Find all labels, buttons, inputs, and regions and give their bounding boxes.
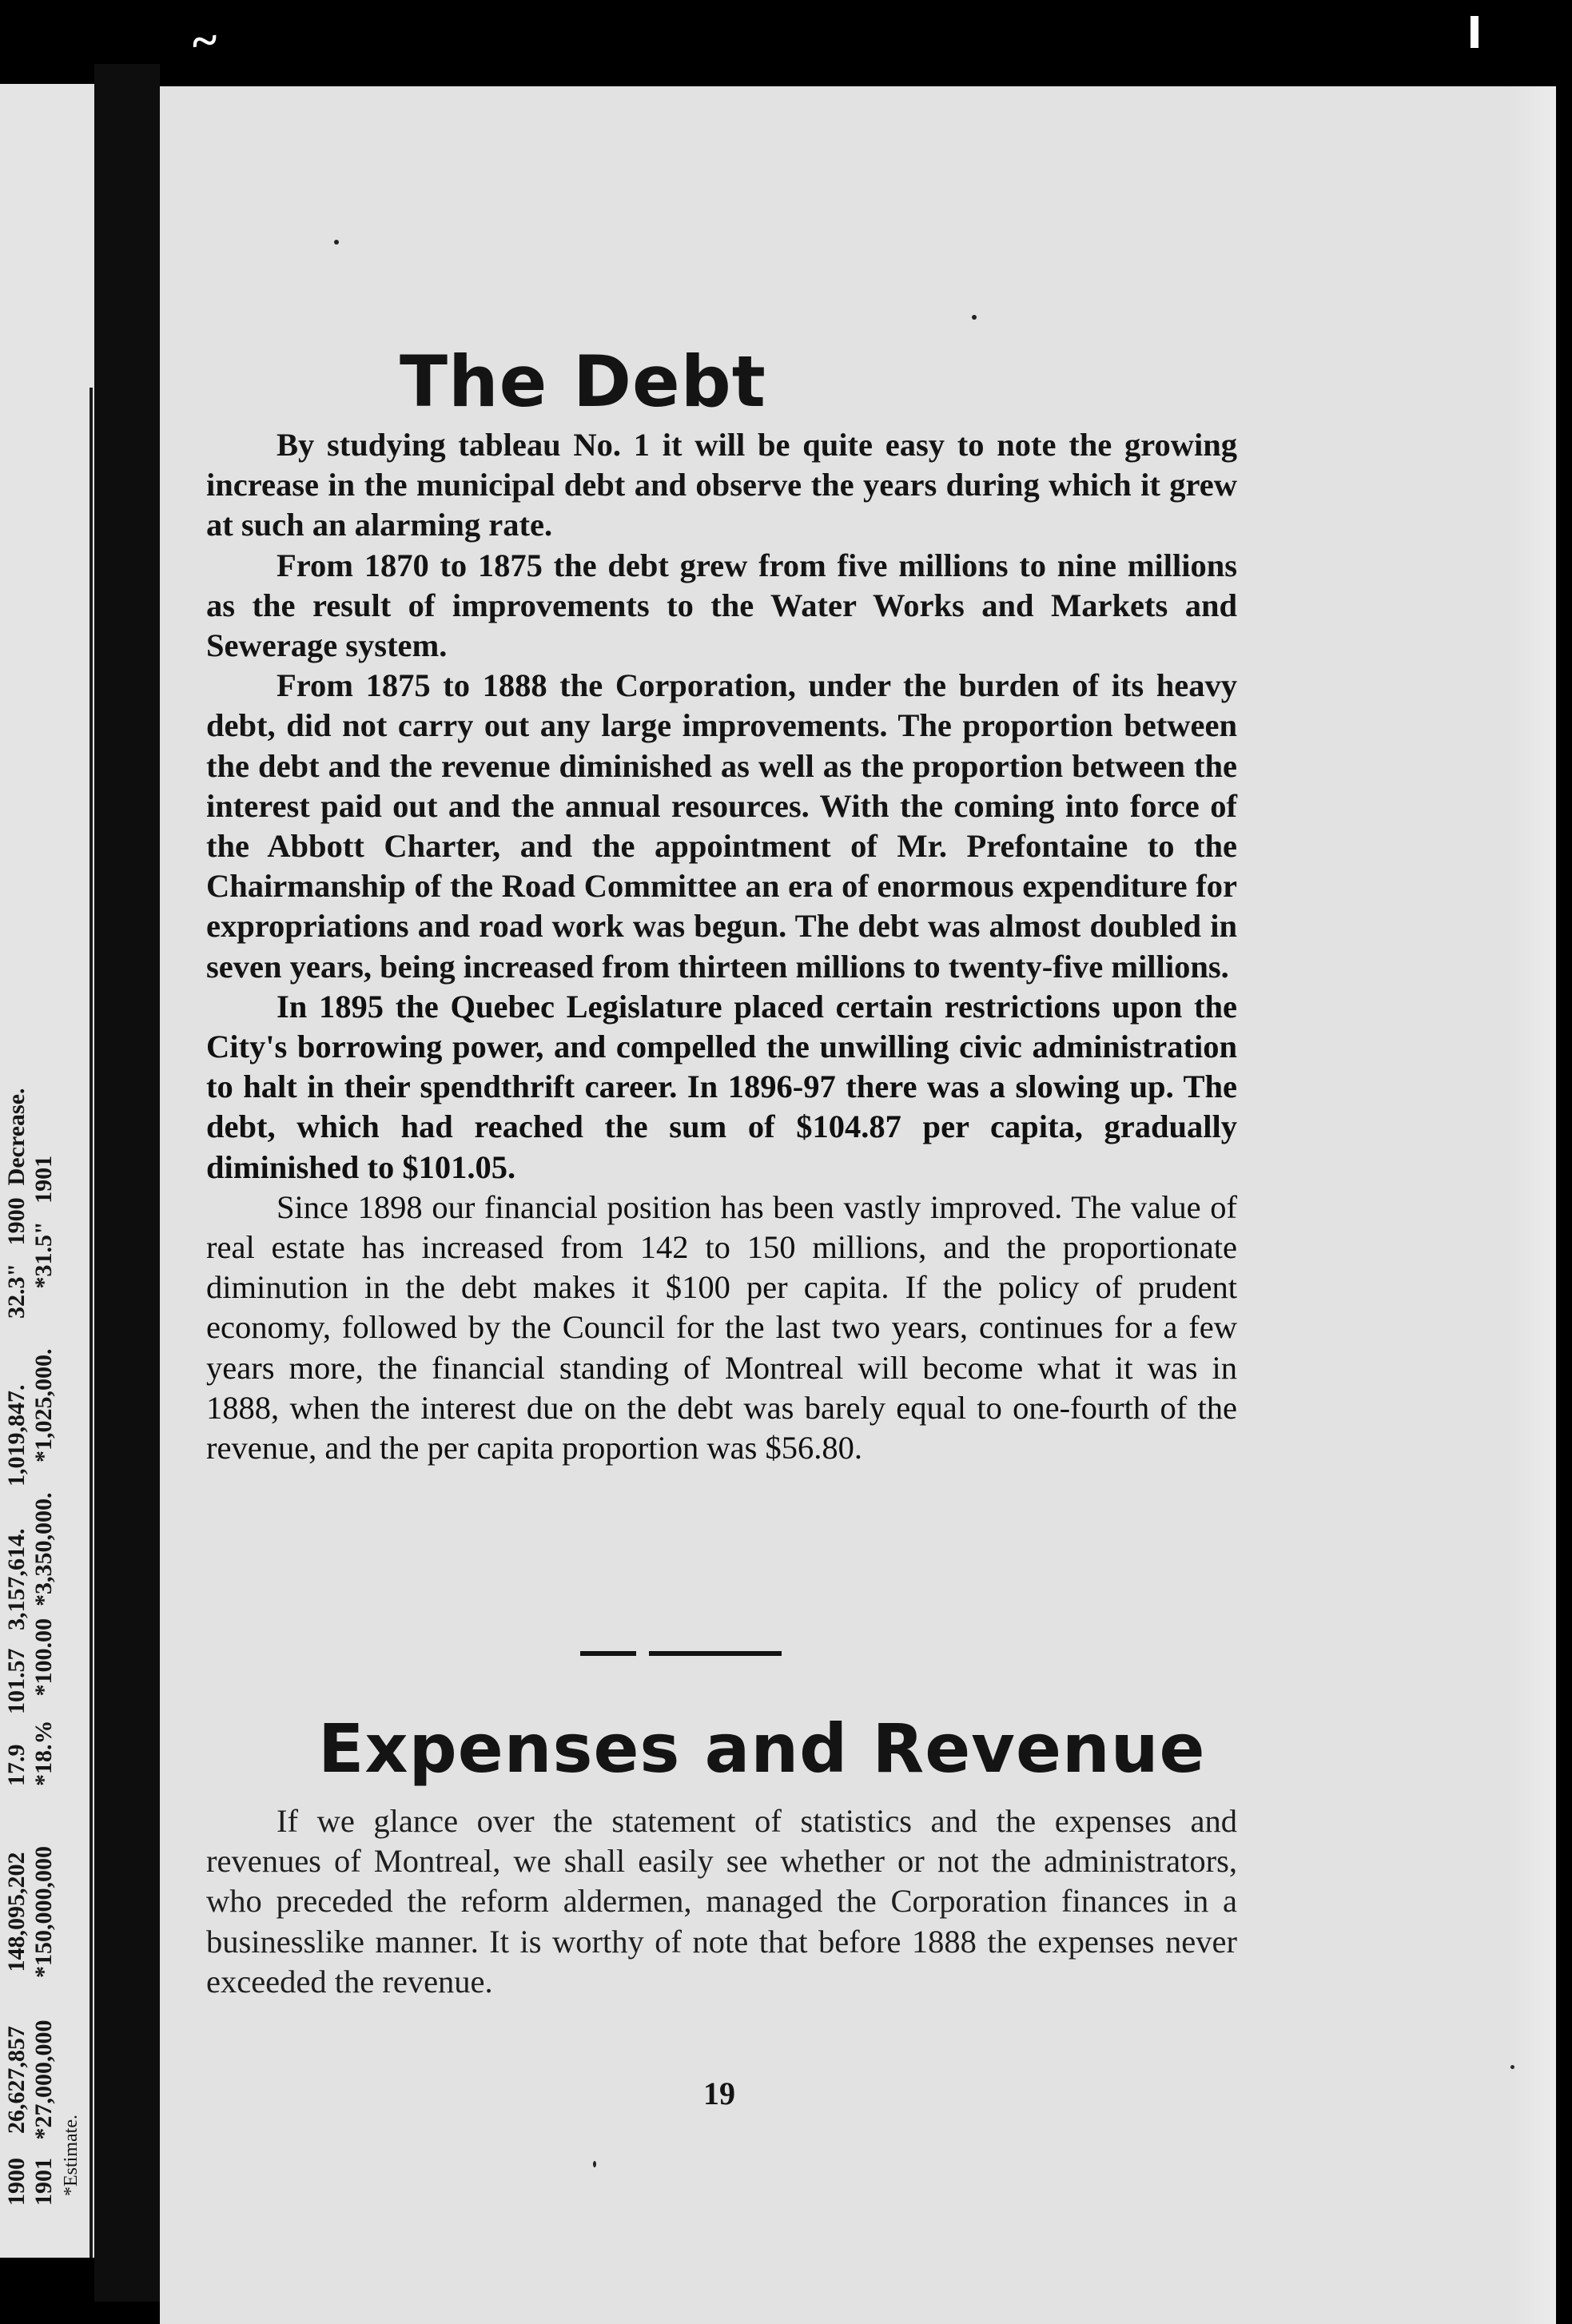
facing-cell: *150,000,000 [30,1846,57,1978]
facing-cell: 1,019,847. [3,1384,30,1486]
facing-estimate-note: *Estimate. [61,2115,82,2196]
page-number: 19 [703,2075,735,2111]
facing-cell: 1900 [3,2158,30,2206]
expenses-body [206,1801,1237,2002]
page-speck [334,240,339,245]
debt-body [206,425,1237,1468]
facing-cell: *100.00 [30,1618,57,1697]
debt-heading: The Debt [400,340,766,423]
facing-cell: 32.3" [3,1263,30,1319]
book-page [160,86,1556,2324]
book-spine [94,64,160,2302]
facing-cell: 1901 [30,2158,57,2206]
page-speck [593,2161,596,2167]
facing-cell: 1901 [30,1155,57,1204]
facing-cell: 101.57 [3,1648,30,1714]
debt-paragraph-1: By studying tableau No. 1 it will be quite easy to note the growing increase in the municipal debt and observe the years during which it grew at such an alarming rate. [206,427,1237,543]
facing-cell: 26,627,857 [3,2026,30,2134]
expenses-heading: Expenses and Revenue [318,1709,1206,1788]
section-divider [580,1651,977,1656]
facing-cell: 17.9 [3,1744,30,1786]
facing-cell: *27,000,000 [30,2020,57,2140]
facing-page-table [3,1088,85,2206]
facing-cell: *18.% [30,1720,57,1786]
facing-page-rule [90,388,93,2258]
page-speck [972,315,977,320]
facing-cell: *31.5" [30,1221,57,1289]
facing-row-note [58,1088,85,2206]
facing-decrease-label: Decrease. [3,1088,30,1186]
debt-paragraph-2: From 1870 to 1875 the debt grew from five millions to nine millions as the result of improvements to the Water Works and Markets and Sewerage system. [206,547,1237,664]
debt-paragraph-5: Since 1898 our financial position has been vastly improved. The value of real estate has increased from 142 to 150 millions, and the proportionate diminution in the debt makes it $100 per capita. If the policy of prudent economy, followed by the Council for the last two years, continues for a few years more, the financial standing of Montreal will become what it was in 1888, when the interest due on the debt was barely equal to one-fourth of the revenue, and the per capita proportion was $56.80. [206,1188,1237,1466]
facing-cell: 148,095,202 [3,1852,30,1972]
facing-cell: 1900 [3,1197,30,1246]
facing-page-fragment [0,84,94,2258]
facing-row-1901 [30,1088,58,2206]
scan-artifact-edge [1471,16,1478,48]
facing-cell: *3,350,000. [30,1492,57,1606]
scan-artifact-mark: ~ [188,13,221,70]
facing-row-1900 [3,1088,30,2206]
debt-paragraph-4: In 1895 the Quebec Legislature placed certain restrictions upon the City's borrowing power, and compelled the unwilling civic administration to halt in their spendthrift career. In 1896-97 there was a slowing up. The debt, which had reached the sum of $104.87 per capita, gradually diminished to $101.05. [206,988,1237,1185]
page-speck [1510,2065,1514,2069]
facing-cell: *1,025,000. [30,1348,57,1462]
debt-paragraph-3: From 1875 to 1888 the Corporation, under the burden of its heavy debt, did not carry out any large improvements. The proportion between the debt and the revenue diminished as well as the proportion between the interest paid out and the annual resources. With the coming into force of the Abbott Charter, and the appointment of Mr. Prefontaine to the Chairmanship of the Road Committee an era of enormous expenditure for expropriations and road work was begun. The debt was almost doubled in seven years, being increased from thirteen millions to twenty-five millions. [206,667,1237,985]
expenses-paragraph-1: If we glance over the statement of statistics and the expenses and revenues of Montreal, we shall easily see whether or not the administrators, who preceded the reform aldermen, managed the Corporation finances in a businesslike manner. It is worthy of note that before 1888 the expenses never exceeded the revenue. [206,1803,1237,2000]
facing-cell: 3,157,614. [3,1528,30,1630]
